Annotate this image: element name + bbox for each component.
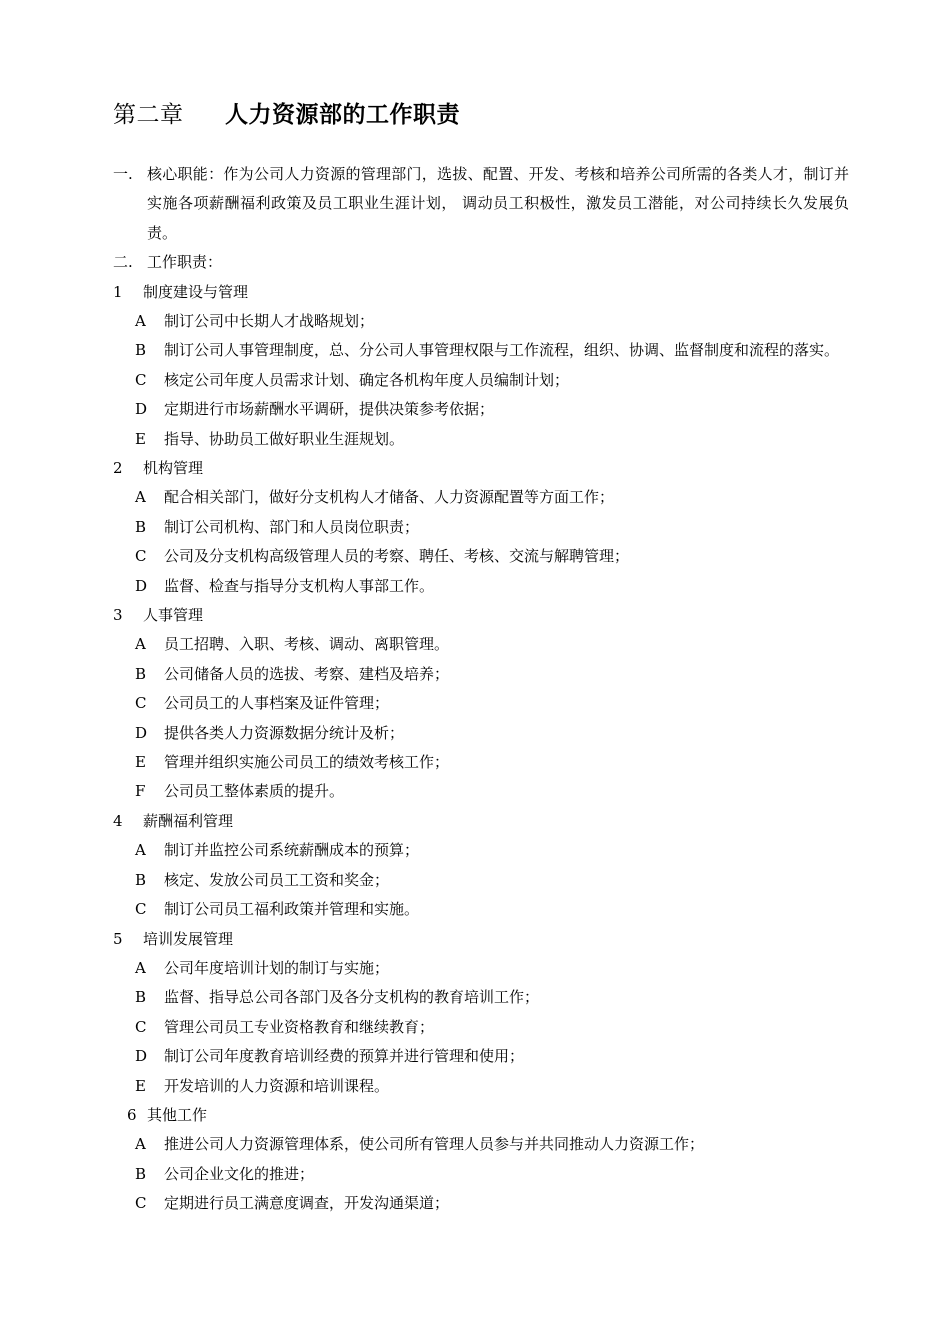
item-text: 核定公司年度人员需求计划、确定各机构年度人员编制计划；: [164, 370, 570, 389]
item-text: 制订公司员工福利政策并管理和实施。: [164, 900, 420, 919]
intro-number: 二.: [113, 253, 133, 272]
item-letter: C: [135, 370, 147, 389]
item-letter: E: [135, 429, 146, 448]
item-text: 员工招聘、入职、考核、调动、离职管理。: [164, 635, 450, 654]
item-letter: A: [135, 841, 146, 860]
intro-paragraph-duties: [113, 248, 849, 277]
item-letter: D: [135, 576, 148, 595]
item-letter: B: [135, 1164, 147, 1183]
item-text: 制订公司机构、部门和人员岗位职责；: [164, 517, 420, 536]
section-number: 3: [113, 606, 123, 625]
list-item: [113, 836, 849, 865]
item-letter: C: [135, 900, 147, 919]
intro-number: 一.: [113, 165, 133, 183]
section-title: 人事管理: [143, 606, 204, 625]
list-item: [113, 1042, 849, 1071]
section-heading: [113, 454, 849, 483]
item-letter: A: [135, 312, 146, 331]
list-item: [113, 336, 849, 365]
list-item: [113, 866, 849, 895]
section-heading: [113, 278, 849, 307]
section-heading: [113, 807, 849, 836]
list-item: [113, 1130, 849, 1159]
item-text: 提供各类人力资源数据分统计及析；: [164, 723, 405, 742]
item-text: 公司储备人员的选拔、考察、建档及培养；: [164, 664, 450, 683]
intro-text: 工作职责：: [147, 253, 223, 272]
item-letter: D: [135, 723, 148, 742]
item-letter: A: [135, 488, 146, 507]
item-letter: B: [135, 988, 147, 1007]
item-text: 公司员工的人事档案及证件管理；: [164, 694, 390, 713]
section-title: 培训发展管理: [143, 929, 234, 948]
list-item: [113, 983, 849, 1012]
item-letter: C: [135, 694, 147, 713]
item-text: 公司年度培训计划的制订与实施；: [164, 958, 390, 977]
list-item: [113, 1072, 849, 1101]
page-title: [113, 96, 460, 129]
list-item: [113, 513, 849, 542]
list-item: [113, 954, 849, 983]
list-item: [113, 1189, 849, 1218]
item-letter: D: [135, 400, 148, 419]
list-item: [113, 572, 849, 601]
list-item: [113, 777, 849, 806]
item-letter: A: [135, 958, 146, 977]
section-heading: [113, 1101, 849, 1130]
item-text: 配合相关部门，做好分支机构人才储备、人力资源配置等方面工作；: [164, 488, 615, 507]
item-text: 公司员工整体素质的提升。: [164, 782, 345, 801]
section-number: 2: [113, 459, 123, 478]
list-item: [113, 660, 849, 689]
section-number: 5: [113, 929, 123, 948]
item-letter: C: [135, 547, 147, 566]
list-item: [113, 366, 849, 395]
list-item: [113, 748, 849, 777]
item-letter: D: [135, 1047, 148, 1066]
list-item: [113, 425, 849, 454]
item-letter: B: [135, 517, 147, 536]
item-letter: C: [135, 1017, 147, 1036]
item-letter: E: [135, 1076, 146, 1095]
section-title: 其他工作: [147, 1105, 208, 1124]
section-title: 制度建设与管理: [143, 282, 249, 301]
item-letter: A: [135, 1135, 146, 1154]
item-text: 核定、发放公司员工工资和奖金；: [164, 870, 390, 889]
item-letter: B: [135, 870, 147, 889]
item-letter: E: [135, 753, 146, 772]
list-item: [113, 1160, 849, 1189]
list-item: [113, 483, 849, 512]
intro-paragraph-core: [113, 160, 849, 248]
item-text: 管理公司员工专业资格教育和继续教育；: [164, 1017, 435, 1036]
list-item: [113, 895, 849, 924]
list-item: [113, 542, 849, 571]
item-text: 制订公司年度教育培训经费的预算并进行管理和使用；: [164, 1047, 525, 1066]
item-text: 制订公司中长期人才战略规划；: [164, 312, 375, 331]
item-text: 监督、指导总公司各部门及各分支机构的教育培训工作；: [164, 988, 540, 1007]
section-heading: [113, 601, 849, 630]
list-item: [113, 307, 849, 336]
item-text: 制订并监控公司系统薪酬成本的预算；: [164, 841, 420, 860]
item-text: 公司及分支机构高级管理人员的考察、聘任、考核、交流与解聘管理；: [164, 547, 630, 566]
list-item: [113, 630, 849, 659]
list-item: [113, 719, 849, 748]
item-text: 定期进行员工满意度调查，开发沟通渠道；: [164, 1194, 450, 1213]
item-letter: B: [135, 341, 147, 360]
chapter-label: 第二章: [113, 102, 184, 128]
item-text: 管理并组织实施公司员工的绩效考核工作；: [164, 753, 450, 772]
item-letter: A: [135, 635, 146, 654]
item-text: 定期进行市场薪酬水平调研，提供决策参考依据；: [164, 400, 495, 419]
section-number: 4: [113, 811, 123, 830]
section-number: 6: [127, 1105, 137, 1124]
list-item: [113, 1013, 849, 1042]
item-text: 公司企业文化的推进；: [164, 1164, 315, 1183]
chapter-title: 人力资源部的工作职责: [225, 102, 460, 128]
section-number: 1: [113, 282, 123, 301]
document-body: [113, 160, 849, 1219]
item-text: 制订公司人事管理制度，总、分公司人事管理权限与工作流程，组织、协调、监督制度和流程的落实。: [164, 341, 840, 360]
item-letter: C: [135, 1194, 147, 1213]
section-title: 薪酬福利管理: [143, 811, 234, 830]
item-text: 监督、检查与指导分支机构人事部工作。: [164, 576, 435, 595]
list-item: [113, 395, 849, 424]
item-text: 推进公司人力资源管理体系，使公司所有管理人员参与并共同推动人力资源工作；: [164, 1135, 705, 1154]
section-title: 机构管理: [143, 459, 204, 478]
item-letter: B: [135, 664, 147, 683]
section-heading: [113, 925, 849, 954]
item-text: 开发培训的人力资源和培训课程。: [164, 1076, 390, 1095]
item-text: 指导、协助员工做好职业生涯规划。: [164, 429, 405, 448]
item-letter: F: [135, 782, 146, 801]
list-item: [113, 689, 849, 718]
intro-text: 核心职能：作为公司人力资源的管理部门，选拔、配置、开发、考核和培养公司所需的各类人才，制订并实施各项薪酬福利政策及员工职业生涯计划， 调动员工积极性，激发员工潜能，对公司持续长久发展负责。: [147, 165, 849, 242]
